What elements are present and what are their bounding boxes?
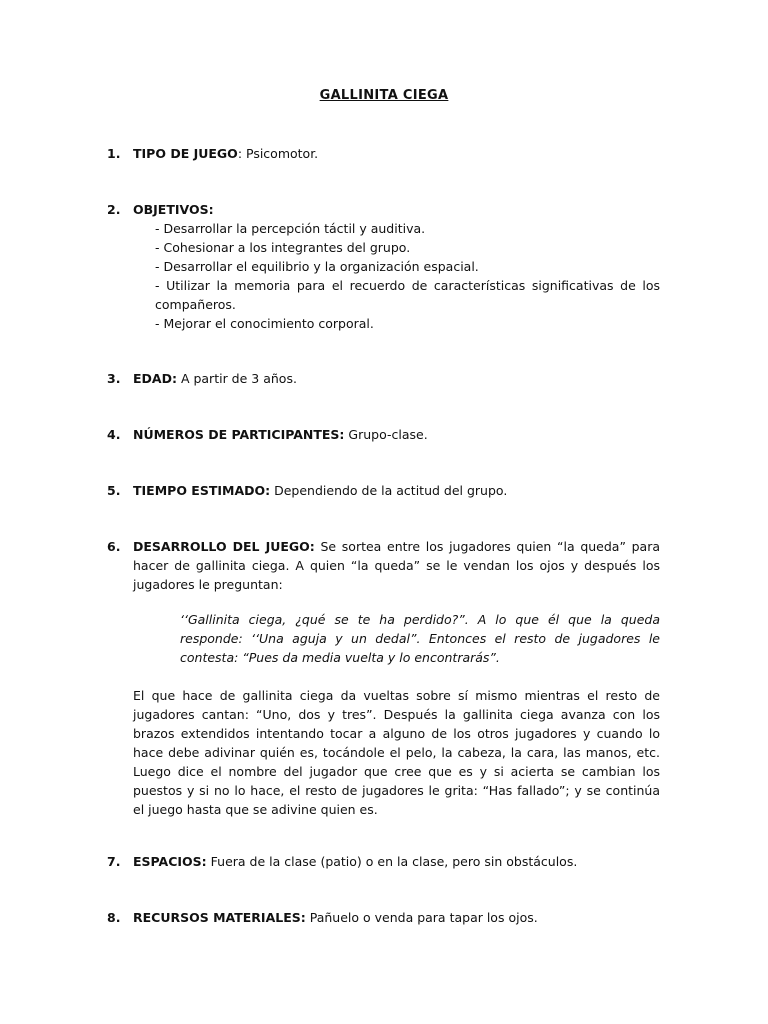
section-text: Se sortea entre los jugadores quien “la queda” para hacer de gallinita ciega. A quien “la queda” se le vendan los ojos y después los jugadores le preguntan: bbox=[133, 539, 661, 592]
section-espacios bbox=[108, 852, 660, 871]
section-recursos bbox=[108, 908, 660, 927]
section-number: 6. bbox=[107, 539, 121, 554]
section-text: Fuera de la clase (patio) o en la clase, pero sin obstáculos. bbox=[206, 854, 578, 869]
section-label: RECURSOS MATERIALES: bbox=[133, 910, 306, 925]
document-title: GALLINITA CIEGA bbox=[319, 88, 449, 103]
section-label: DESARROLLO DEL JUEGO: bbox=[133, 539, 315, 554]
section-label: NÚMEROS DE PARTICIPANTES: bbox=[133, 427, 345, 442]
section-label: OBJETIVOS: bbox=[133, 202, 214, 217]
section-number: 2. bbox=[107, 202, 121, 217]
section-label: ESPACIOS: bbox=[133, 854, 207, 869]
game-description-paragraph: El que hace de gallinita ciega da vueltas sobre sí mismo mientras el resto de jugadores cantan: “Uno, dos y tres”. Después la gallinita ciega avanza con los brazos extendidos intentando tocar a alguno de los otros jugadores y cuando lo hace debe adivinar quién es, tocándole el pelo, la cabeza, la cara, las manos, etc. Luego dice el nombre del jugador que cree que es y si acierta se cambian los puestos y si no lo hace, el resto de jugadores le grita: “Has fallado”; y se continúa el juego hasta que se adivine quien es. bbox=[133, 688, 660, 817]
section-objetivos bbox=[108, 200, 660, 333]
section-number: 5. bbox=[107, 483, 121, 498]
section-label: EDAD: bbox=[133, 371, 177, 386]
objective-item: - Utilizar la memoria para el recuerdo de características significativas de los compañeros. bbox=[155, 278, 660, 312]
objective-item: - Desarrollar la percepción táctil y auditiva. bbox=[155, 221, 426, 236]
section-text: Grupo-clase. bbox=[344, 427, 428, 442]
section-number: 3. bbox=[107, 371, 121, 386]
section-participantes bbox=[108, 425, 660, 444]
section-text: Dependiendo de la actitud del grupo. bbox=[270, 483, 508, 498]
section-label: TIPO DE JUEGO bbox=[133, 146, 238, 161]
section-label: TIEMPO ESTIMADO: bbox=[133, 483, 271, 498]
section-edad bbox=[108, 369, 660, 388]
section-number: 8. bbox=[107, 910, 121, 925]
section-number: 7. bbox=[107, 854, 121, 869]
objective-item: - Mejorar el conocimiento corporal. bbox=[155, 316, 374, 331]
section-text: A partir de 3 años. bbox=[176, 371, 297, 386]
section-text: Pañuelo o venda para tapar los ojos. bbox=[305, 910, 538, 925]
objective-item: - Desarrollar el equilibrio y la organización espacial. bbox=[155, 259, 479, 274]
game-dialogue-quote: ‘‘Gallinita ciega, ¿qué se te ha perdido?”. A lo que él que la queda responde: ‘‘Una aguja y un dedal”. Entonces el resto de jugadores le contesta: “Pues da media vuelta y lo encontrarás”. bbox=[180, 612, 660, 665]
section-number: 4. bbox=[107, 427, 121, 442]
section-text: : Psicomotor. bbox=[237, 146, 319, 161]
section-desarrollo bbox=[108, 537, 660, 594]
section-tiempo-estimado bbox=[108, 481, 660, 500]
section-tipo-de-juego bbox=[108, 144, 660, 163]
objectives-list bbox=[155, 219, 660, 333]
section-number: 1. bbox=[107, 146, 121, 161]
objective-item: - Cohesionar a los integrantes del grupo. bbox=[155, 240, 411, 255]
